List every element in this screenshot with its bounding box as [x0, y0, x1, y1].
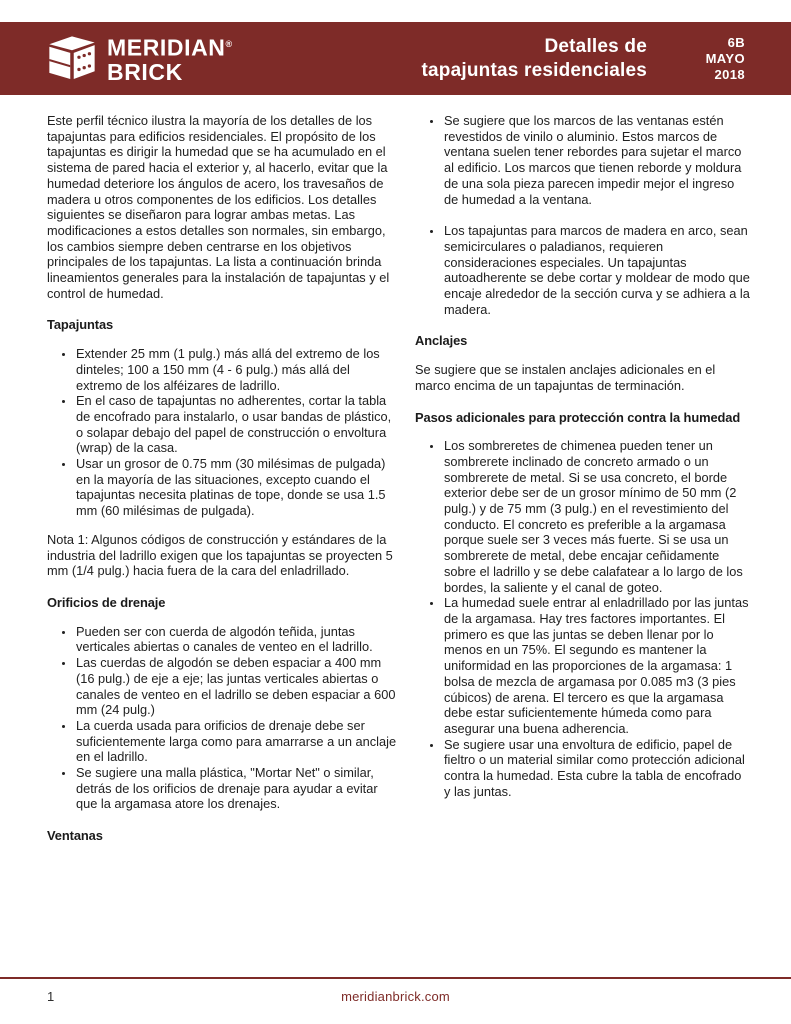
bullet-item: • Se sugiere usar una envoltura de edificio, papel de fieltro o un material similar como protección adicional contra la humedad. Esta cubre la tabla de encofrado y las juntas. — [443, 737, 751, 800]
bullet-item: • Pueden ser con cuerda de algodón teñida, juntas verticales abiertas o canales de venteo en el ladrillo. — [75, 624, 399, 655]
logo-word-brick: BRICK — [107, 59, 183, 86]
document-title-line2: tapajuntas residenciales — [421, 59, 647, 81]
ventanas-bullet-list — [415, 113, 751, 317]
bullet-item: • Se sugiere una malla plástica, "Mortar Net" o similar, detrás de los orificios de drenaje para ayudar a evitar que la argamasa atore los drenajes. — [75, 765, 399, 812]
bullet-item: • Extender 25 mm (1 pulg.) más allá del extremo de los dinteles; 100 a 150 mm (4 - 6 pulg.) más allá del extremo de los alféizares de ladrillo. — [75, 346, 399, 393]
website-link[interactable]: meridianbrick.com — [341, 989, 450, 1004]
page-number: 1 — [47, 989, 55, 1004]
registered-trademark-symbol: ® — [225, 38, 233, 49]
bullet-item: • Los sombreretes de chimenea pueden tener un sombrerete inclinado de concreto armado o un sombrerete de metal. Si se usa concreto, el borde exterior debe ser de un grosor mínimo de 50 mm (2 pulg.) y de 75 mm (3 pulg.) en el revestimiento del conducto. El concreto es preferible a la argamasa porque suele ser 3 veces más fuerte. Si se usa un sombrerete de metal, debe encajar ceñidamente sobre el ladrillo y se debe calafatear a lo largo de los bordes, la saliente y el canal de goteo. — [443, 438, 751, 595]
document-title — [421, 35, 647, 83]
document-body — [0, 95, 791, 857]
tapajuntas-bullet-list — [47, 346, 399, 519]
document-title-line1: Detalles de — [544, 35, 647, 57]
header-banner — [0, 22, 791, 95]
left-column — [47, 113, 399, 857]
anclajes-paragraph: Se sugiere que se instalen anclajes adicionales en el marco encima de un tapajuntas de terminación. — [415, 362, 716, 393]
logo-word-meridian: MERIDIAN® — [107, 34, 233, 61]
note-1-paragraph: Nota 1: Algunos códigos de construcción y estándares de la industria del ladrillo exigen que los tapajuntas se proyecten 5 mm (1/4 pulg.) hacia fuera de la cara del enladrillado. — [47, 531, 393, 579]
right-column — [415, 113, 751, 857]
brick-building-icon — [45, 33, 99, 85]
section-heading-anclajes: Anclajes — [415, 333, 468, 349]
bullet-item: • La cuerda usada para orificios de drenaje debe ser suficientemente larga como para amarrarse a un anclaje en el ladrillo. — [75, 718, 399, 765]
bullet-item: • La humedad suele entrar al enladrillado por las juntas de la argamasa. Hay tres factores importantes. El primero es que las juntas se deben llenar por lo menos en un 75%. El segundo es mantener la uniformidad en las proporciones de la argamasa: 1 bolsa de mezcla de argamasa por 0.085 m3 (3 pies cúbicos) de arena. El tercero es que la argamasa debe estar suficientemente húmeda como para asegurar una buena adherencia. — [443, 595, 751, 736]
bullet-item: • Usar un grosor de 0.75 mm (30 milésimas de pulgada) en la mayoría de las situaciones, excepto cuando el tapajuntas necesita platinas de tope, donde se usa 1.5 mm (60 milésimas de pulgada). — [75, 456, 399, 519]
bullet-item: • Los tapajuntas para marcos de madera en arco, sean semicirculares o paladianos, requieren consideraciones especiales. Un tapajuntas autoadherente se debe cortar y moldear de modo que encaje alrededor de la sección curva y se adhiera a la madera. — [443, 223, 751, 317]
brand-logo-text — [107, 32, 232, 86]
brand-logo — [45, 32, 232, 86]
bullet-item: • Las cuerdas de algodón se deben espaciar a 400 mm (16 pulg.) de eje a eje; las juntas verticales abiertas o canales de venteo en el ladrillo se deben espaciar a 600 mm (24 pulg.) — [75, 655, 399, 718]
bullet-item: • En el caso de tapajuntas no adherentes, cortar la tabla de encofrado para instalarlo, o usar bandas de plástico, o solapar debajo del papel de construcción o envoltura (wrap) de la casa. — [75, 393, 399, 456]
footer-divider — [0, 977, 791, 979]
intro-paragraph: Este perfil técnico ilustra la mayoría de los detalles de los tapajuntas para edificios residenciales. El propósito de los tapajuntas es dirigir la humedad que se ha acumulado en el sistema de pared hacia el exterior y, al hacerlo, evitar que la humedad deteriore los ángulos de acero, los travesaños de madera u otros componentes de los edificios. Los detalles siguientes se diseñaron para lograr ambas metas. Las modificaciones a estos detalles son normales, sin embargo, los cambios siempre deben centrarse en los objetivos principales de los tapajuntas. La lista a continuación brinda lineamientos generales para la instalación de tapajuntas y el control de humedad. — [47, 113, 390, 301]
orificios-bullet-list — [47, 624, 399, 812]
section-heading-pasos-adicionales: Pasos adicionales para protección contra la humedad — [415, 409, 741, 425]
pasos-bullet-list — [415, 438, 751, 799]
section-heading-orificios-de-drenaje: Orificios de drenaje — [47, 594, 166, 610]
document-code-date — [673, 35, 745, 83]
section-heading-ventanas: Ventanas — [47, 828, 103, 844]
page-footer — [0, 989, 791, 1009]
bullet-item: • Se sugiere que los marcos de las ventanas estén revestidos de vinilo o aluminio. Estos marcos de ventana suelen tener rebordes para sujetar el marco al edificio. Los marcos que tienen reborde y moldura de una sola pieza parecen impedir mejor el ingreso de humedad a la ventana. — [443, 113, 751, 207]
doc-year: 2018 — [714, 66, 745, 82]
doc-month: MAYO — [705, 50, 745, 66]
doc-code: 6B — [727, 34, 745, 50]
section-heading-tapajuntas: Tapajuntas — [47, 317, 114, 333]
